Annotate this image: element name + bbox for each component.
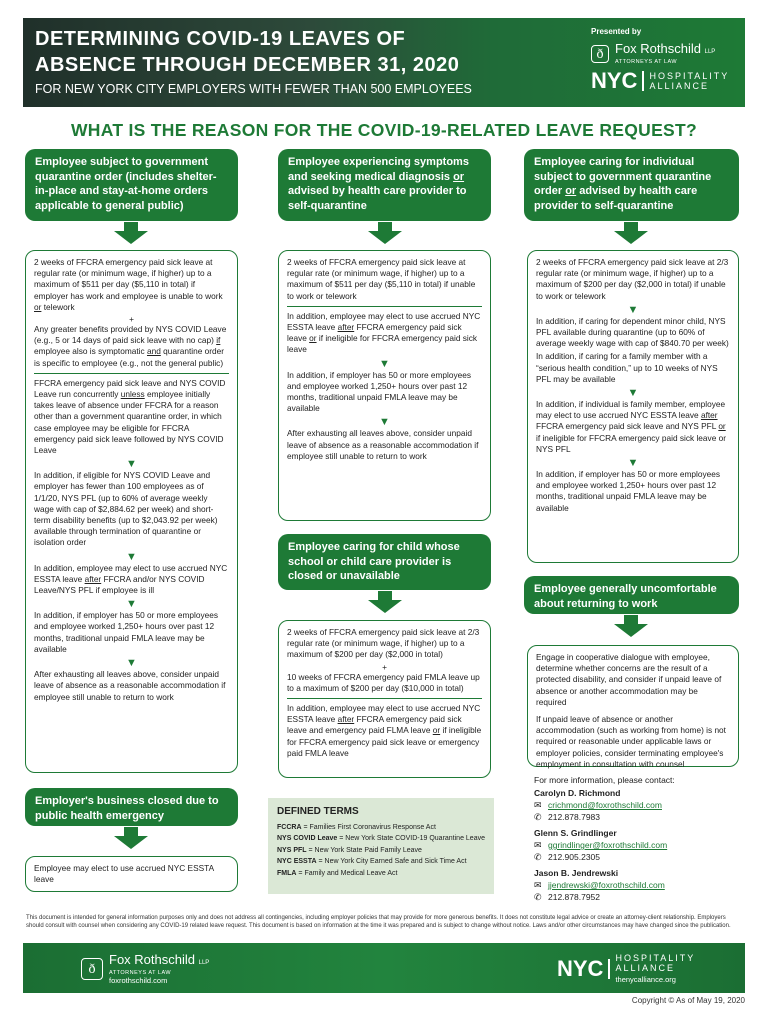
col1-heading: Employee subject to government quarantine order (includes shelter-in-place and stay-at-home orders applicable to general public) [25,149,238,221]
col1-p3a: FFCRA emergency paid sick leave and NYS COVID Leave run concurrently [34,377,226,400]
contact-phone: 212.878.7983 [548,812,600,822]
hospitality-text: HOSPITALITY [615,953,696,963]
footer-fox-rothschild-logo [81,953,209,985]
col1-p8: Employee may elect to use accrued NYC ESSTA leave [34,863,214,885]
col2-p7b: FFCRA emergency paid sick leave and emergency paid FLMA leave [287,714,462,736]
col1-p2a: Any greater benefits provided by NYS COVID Leave (e.g., 5 or 14 days of paid sick leave with no cap) [34,324,227,346]
col1-p5b: FFCRA and/or NYS COVID Leave/NYS PFL if employee is ill [34,573,205,596]
col3-head-end: advised by health care provider to self-quarantine [534,185,698,212]
nyc-hospitality-logo [591,68,730,93]
col3-p4a: In addition, if individual is family member, employee may elect to use accrued NYC ESSTA leave [536,399,726,421]
col1-p4: In addition, if eligible for NYS COVID Leave and employer has fewer than 100 employees as of 1/1/20, NYS PFL (up to 60% of average weekly wage with cap of $2,884.62 per week) and short-term disability benefits (up to $2,043.92 per week) available through termination of quarantine or isolation order [34,470,218,548]
alliance-text: ALLIANCE [649,81,709,91]
col2-p4: After exhausting all leaves above, consider unpaid leave of absence as a reasonable accommodation if employee still unable to return to work [287,428,479,461]
col3-head-or: or [565,185,577,197]
col2-down-arrow-2 [368,591,402,613]
defined-term-row [277,822,485,834]
col2-head-text: Employee experiencing symptoms and seeking medical diagnosis [288,156,469,183]
disclaimer: This document is intended for general information purposes only and does not address all contingencies, including employer policies that may provide for more generous benefits. It does not constitute legal advice or create an attorney-client relationship. Employers should consult with counsel when considering any COVID-19 related leave request. This document is based on information at the time it was prepared and is subject to change without notice. Laws and/or other circumstances may have changed since the publication. [26,915,731,929]
col2-p7c: if ineligible for FFCRA emergency paid sick leave or emergency paid FMLA leave [287,725,482,758]
col2-p3: In addition, if employer has 50 or more employees and employee worked 1,250+ hours over past 12 months, traditional unpaid FMLA leave may be available [287,369,472,414]
contact-name: Carolyn D. Richmond [534,788,621,798]
col2-head-end: advised by health care provider to self-quarantine [288,185,467,212]
col2-p5: 2 weeks of FFCRA emergency paid sick leave at 2/3 regular rate (or minimum wage, if higher) up to a maximum of $200 per day ($2,000 in total) [287,627,480,660]
contact-phone: 212.878.7952 [548,892,600,902]
term-definition: = Families First Coronavirus Response Act [303,823,436,831]
col2-head-or: or [453,170,465,183]
defined-term-row [277,833,485,845]
col2-p7-after: after [337,714,355,725]
contact-email-link[interactable]: ggrindlinger@foxrothschild.com [548,840,668,850]
hospitality-text: HOSPITALITY [649,71,730,81]
nyc-text: NYC [591,71,644,91]
col2-p7a: In addition, employee may elect to use accrued NYC ESSTA leave [287,703,481,725]
col3-uncomfortable-details [527,645,739,767]
defined-terms-title: DEFINED TERMS [277,806,359,817]
contact-name: Jason B. Jendrewski [534,868,619,878]
col2-p2a: In addition, employee may elect to use accrued NYC ESSTA leave [287,310,481,333]
term: FMLA [277,869,297,877]
col1-p3-unless: unless [120,389,145,400]
col3-p4-or: or [718,421,726,432]
col2-p2b: FFCRA emergency paid sick leave [287,322,462,344]
col1-down-arrow-1 [114,222,148,244]
col1-p5a: In addition, employee may elect to use accrued NYC ESSTA leave [34,562,228,584]
divider [287,698,482,699]
small-down-arrow-icon: ▼ [627,387,639,400]
phone-icon: ✆ [534,852,542,862]
term-definition: = New York State COVID-19 Quarantine Leave [339,835,485,842]
col1-p1-or: or [34,301,42,312]
contact-email-link[interactable]: crichmond@foxrothschild.com [548,800,662,810]
col2-child-care-details [278,620,491,778]
defined-term-row [277,856,485,868]
col1-down-arrow-2 [114,827,148,849]
col2-p2-or: or [309,333,317,344]
header-banner [23,18,745,107]
col1-p6: In addition, if employer has 50 or more employees and employee worked 1,250+ hours over past 12 months, traditional unpaid FMLA leave may be available [34,610,219,654]
fox-rothschild-icon: ð [81,958,103,980]
divider [34,373,229,374]
col3-p7: If unpaid leave of absence or another accommodation (such as working from home) is not required or reasonable under applicable laws or employer policies, consider terminating employee's employment in consultation with counsel [536,714,726,769]
copyright: Copyright © As of May 19, 2020 [631,996,745,1005]
col2-down-arrow-1 [368,222,402,244]
col3-p3: In addition, if caring for a family member with a “serious health condition,” up to 10 weeks of NYS PFL may be available [536,351,718,384]
col2-heading [278,149,491,221]
fr-url[interactable]: foxrothschild.com [109,976,168,985]
col2-p6: 10 weeks of FFCRA emergency paid FMLA leave up to a maximum of $200 per day ($10,000 in total) [287,671,480,693]
small-down-arrow-icon: ▼ [627,457,639,470]
contact-name: Glenn S. Grindlinger [534,828,617,838]
col2-p1: 2 weeks of FFCRA emergency paid sick leave at regular rate (or minimum wage, if higher) up to a maximum of $511 per day ($5,110 in total) if unable to work or telework [287,257,476,301]
term-definition: = Family and Medical Leave Act [298,869,398,877]
small-down-arrow-icon: ▼ [379,357,390,370]
term: NYC ESSTA [277,858,317,865]
col2-details [278,250,491,521]
term-definition: = New York City Earned Safe and Sick Time Act [318,858,467,865]
col1-p2-and: and [146,346,161,357]
fr-sub: ATTORNEYS AT LAW [615,59,678,65]
col3-heading-2: Employee generally uncomfortable about returning to work [524,576,739,614]
main-question: WHAT IS THE REASON FOR THE COVID-19-RELATED LEAVE REQUEST? [70,120,698,140]
col3-details [527,250,739,563]
contact-person [534,827,754,863]
contact-info [534,774,754,903]
page-title-line2: ABSENCE THROUGH DECEMBER 31, 2020 [35,54,460,76]
col2-p7-or: or [432,725,441,736]
col3-p5: In addition, if employer has 50 or more employees and employee worked 1,250+ hours over past 12 months, traditional unpaid FMLA leave may be available [536,469,721,513]
col3-p1: 2 weeks of FFCRA emergency paid sick leave at 2/3 regular rate (or minimum wage, if higher) up to a maximum of $200 per day ($2,000 in total) if unable to work or telework [536,257,729,301]
small-down-arrow-icon: ▼ [379,416,390,429]
small-down-arrow-icon: ▼ [126,458,137,471]
fox-rothschild-icon: ð [591,45,609,63]
term: NYS PFL [277,846,307,854]
term-definition: = New York State Paid Family Leave [308,846,422,854]
col1-p2c: quarantine order is specific to employee (e.g., not the general public) [34,346,225,368]
col3-heading [524,149,739,221]
contact-phone: 212.905.2305 [548,852,600,862]
col1-p2b: employee also is symptomatic [34,346,145,357]
contact-person [534,867,754,903]
col2-p2-after: after [337,322,355,333]
small-down-arrow-icon: ▼ [126,550,137,563]
col3-down-arrow-1 [614,222,648,244]
col2-plus: + [382,661,387,672]
col1-plus: + [129,314,134,325]
col1-p5-after: after [84,573,102,584]
col3-p6: Engage in cooperative dialogue with employee, determine whether concerns are the result of a protected disability, and consider if unpaid leave of absence or another accommodation may be required [536,652,722,707]
alliance-text: ALLIANCE [615,963,675,973]
col1-heading-2: Employer's business closed due to public health emergency [25,788,238,826]
fr-sub: ATTORNEYS AT LAW [109,970,172,976]
nyc-text: NYC [557,959,610,979]
fr-llp: LLP [198,960,210,966]
col3-p4b: FFCRA emergency paid sick leave and NYS PFL [536,421,716,432]
col1-p7: After exhausting all leaves above, consider unpaid leave of absence as a reasonable accommodation if employee still unable to return to work [34,669,226,702]
mail-icon: ✉ [534,840,542,850]
col3-p4-after: after [700,410,718,421]
col3-p4c: if ineligible for FFCRA emergency paid sick leave or NYS PFL [536,432,726,454]
col1-p2-if: if [216,335,221,346]
defined-term-row [277,868,485,880]
mail-icon: ✉ [534,880,542,890]
phone-icon: ✆ [534,812,542,822]
col1-p1: 2 weeks of FFCRA emergency paid sick leave at regular rate (or minimum wage, if higher) up to a maximum of $511 per day ($5,110 in total) if employer has work and employee is unable to work [34,257,223,301]
phone-icon: ✆ [534,892,542,902]
col1-details [25,250,238,773]
footer-nyc-hospitality-logo [557,953,695,984]
col1-p3b: employee initially takes leave of absence under FFCRA for a reason other than a government quarantine order, in which case employee may be eligible for FFCRA emergency paid sick leave followed by NYS COVID Leave [34,389,224,456]
col2-heading-2: Employee caring for child whose school or child care provider is closed or unavailable [278,534,491,590]
fr-name: Fox Rothschild [615,41,701,56]
col3-p2: In addition, if caring for dependent minor child, NYS PFL available during quarantine (up to 60% of average weekly wage with cap of $840.70 per week) [536,315,729,349]
contact-person [534,787,754,823]
footer-banner [23,943,745,993]
fr-llp: LLP [704,49,716,55]
small-down-arrow-icon: ▼ [627,303,639,316]
col3-head-text: Employee caring for individual subject to government quarantine order [534,156,712,197]
col1-p1-end: telework [43,301,75,312]
term: FCCRA [277,823,302,831]
col1-closed-details [25,856,238,892]
page-title-line1: DETERMINING COVID-19 LEAVES OF [35,28,406,50]
fox-rothschild-logo [591,42,715,65]
col2-p2c: if ineligible for FFCRA emergency paid sick leave [287,333,478,355]
small-down-arrow-icon: ▼ [126,598,137,611]
contact-email-link[interactable]: jjendrewski@foxrothschild.com [548,880,665,890]
defined-terms [268,798,494,894]
nyc-url[interactable]: thenycalliance.org [615,975,676,984]
contact-intro: For more information, please contact: [534,775,675,785]
fr-name: Fox Rothschild [109,952,195,967]
presented-by: Presented by [591,27,642,36]
col3-down-arrow-2 [614,615,648,637]
page-subtitle: FOR NEW YORK CITY EMPLOYERS WITH FEWER THAN 500 EMPLOYEES [35,82,472,96]
small-down-arrow-icon: ▼ [126,657,137,670]
term: NYS COVID Leave [277,835,338,842]
mail-icon: ✉ [534,800,542,810]
defined-term-row [277,845,485,857]
divider [287,306,482,307]
